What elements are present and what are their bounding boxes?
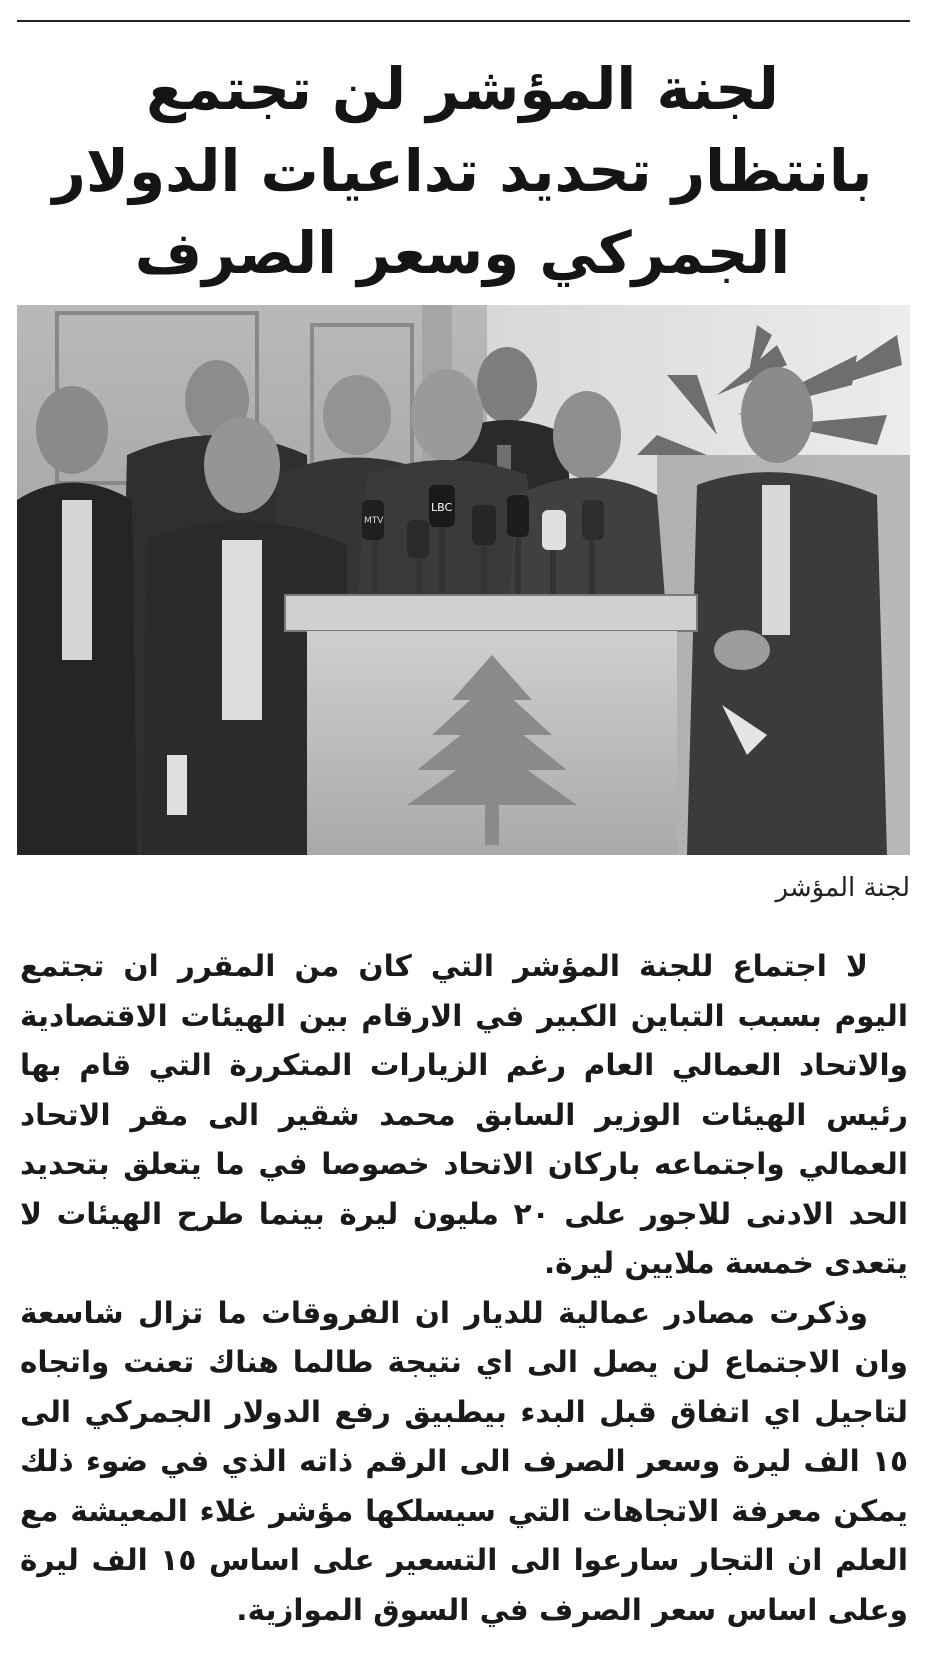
press-conference-photo bbox=[17, 305, 910, 855]
photo-caption: لجنة المؤشر bbox=[775, 873, 910, 903]
mic-label-2: MTV bbox=[364, 516, 384, 526]
article-headline bbox=[20, 48, 905, 294]
headline-line-1: لجنة المؤشر لن تجتمع bbox=[146, 55, 779, 123]
body-paragraph-1: لا اجتماع للجنة المؤشر التي كان من المقرر ان تجتمع اليوم بسبب التباين الكبير في الارقام بين الهيئات الاقتصادية والاتحاد العمالي العام رغم الزيارات المتكررة التي قام بها رئيس الهيئات الوزير السابق محمد شقير الى مقر الاتحاد العمالي واجتماعه باركان الاتحاد خصوصا في ما يتعلق بتحديد الحد الادنى للاجور على ٢٠ مليون ليرة بينما طرح الهيئات لا يتعدى خمسة ملايين ليرة. bbox=[20, 949, 908, 1280]
article-body bbox=[20, 942, 908, 1635]
top-rule bbox=[17, 20, 910, 22]
headline-line-3: الجمركي وسعر الصرف bbox=[134, 219, 791, 287]
body-paragraph-2: وذكرت مصادر عمالية للديار ان الفروقات ما تزال شاسعة وان الاجتماع لن يصل الى اي نتيجة طالما هناك تعنت واتجاه لتاجيل اي اتفاق قبل البدء بيطبيق رفع الدولار الجمركي الى ١٥ الف ليرة وسعر الصرف الى الرقم ذاته الذي في ضوء ذلك يمكن معرفة الاتجاهات التي سيسلكها مؤشر غلاء المعيشة مع العلم ان التجار سارعوا الى التسعير على اساس ١٥ الف ليرة وعلى اساس سعر الصرف في السوق الموازية. bbox=[20, 1295, 908, 1627]
mic-label-1: LBC bbox=[431, 501, 453, 514]
headline-line-2: بانتظار تحديد تداعيات الدولار bbox=[52, 137, 873, 205]
